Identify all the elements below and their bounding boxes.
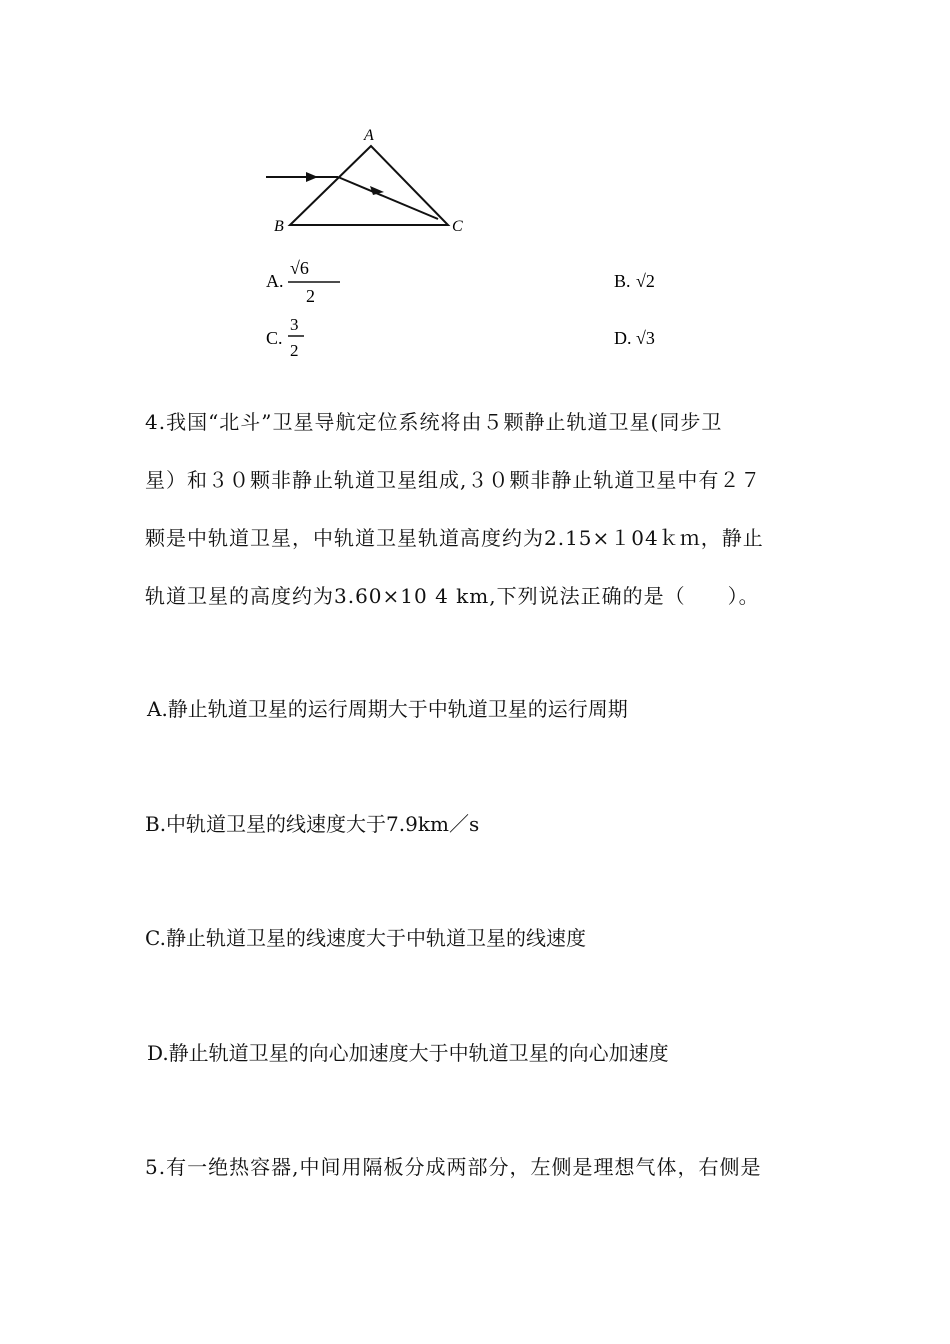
incident-arrow (306, 172, 318, 182)
question4-line-4: 轨道卫星的高度约为3.60×10 4 km,下列说法正确的是（ ）。 (145, 584, 760, 608)
choice-d-letter: D. (614, 328, 632, 348)
choice-c-numerator: 3 (290, 315, 299, 334)
question4-option-d: D.静止轨道卫星的向心加速度大于中轨道卫星的向心加速度 (147, 1041, 669, 1065)
vertex-a-label: A (364, 127, 374, 144)
question4-line-1: 4.我国“北斗”卫星导航定位系统将由５颗静止轨道卫星(同步卫 (145, 410, 723, 434)
question4-option-b: B.中轨道卫星的线速度大于7.9km／s (145, 812, 480, 836)
choice-c-denominator: 2 (290, 341, 299, 360)
question4-line-3: 颗是中轨道卫星，中轨道卫星轨道高度约为2.15×１04ｋｍ，静止 (145, 526, 764, 550)
question4-line-2: 星）和３０颗非静止轨道卫星组成,３０颗非静止轨道卫星中有２７ (145, 468, 762, 492)
question4-option-a: A.静止轨道卫星的运行周期大于中轨道卫星的运行周期 (147, 697, 628, 721)
choice-b-letter: B. (614, 271, 631, 291)
choice-a-numerator: √6 (290, 258, 309, 278)
choice-d-value: √3 (636, 328, 655, 348)
choice-a-letter: A. (266, 271, 284, 291)
question3-figure (258, 122, 698, 364)
choice-a-denominator: 2 (306, 286, 315, 306)
vertex-c-label: C (452, 218, 463, 235)
vertex-b-label: B (274, 218, 284, 235)
question5-line-1: 5.有一绝热容器,中间用隔板分成两部分，左侧是理想气体，右侧是 (145, 1155, 762, 1179)
refracted-arrow (370, 186, 384, 195)
prism-diagram (258, 122, 698, 364)
choice-b-value: √2 (636, 271, 655, 291)
question4-option-c: C.静止轨道卫星的线速度大于中轨道卫星的线速度 (145, 926, 586, 950)
choice-c-letter: C. (266, 328, 283, 348)
